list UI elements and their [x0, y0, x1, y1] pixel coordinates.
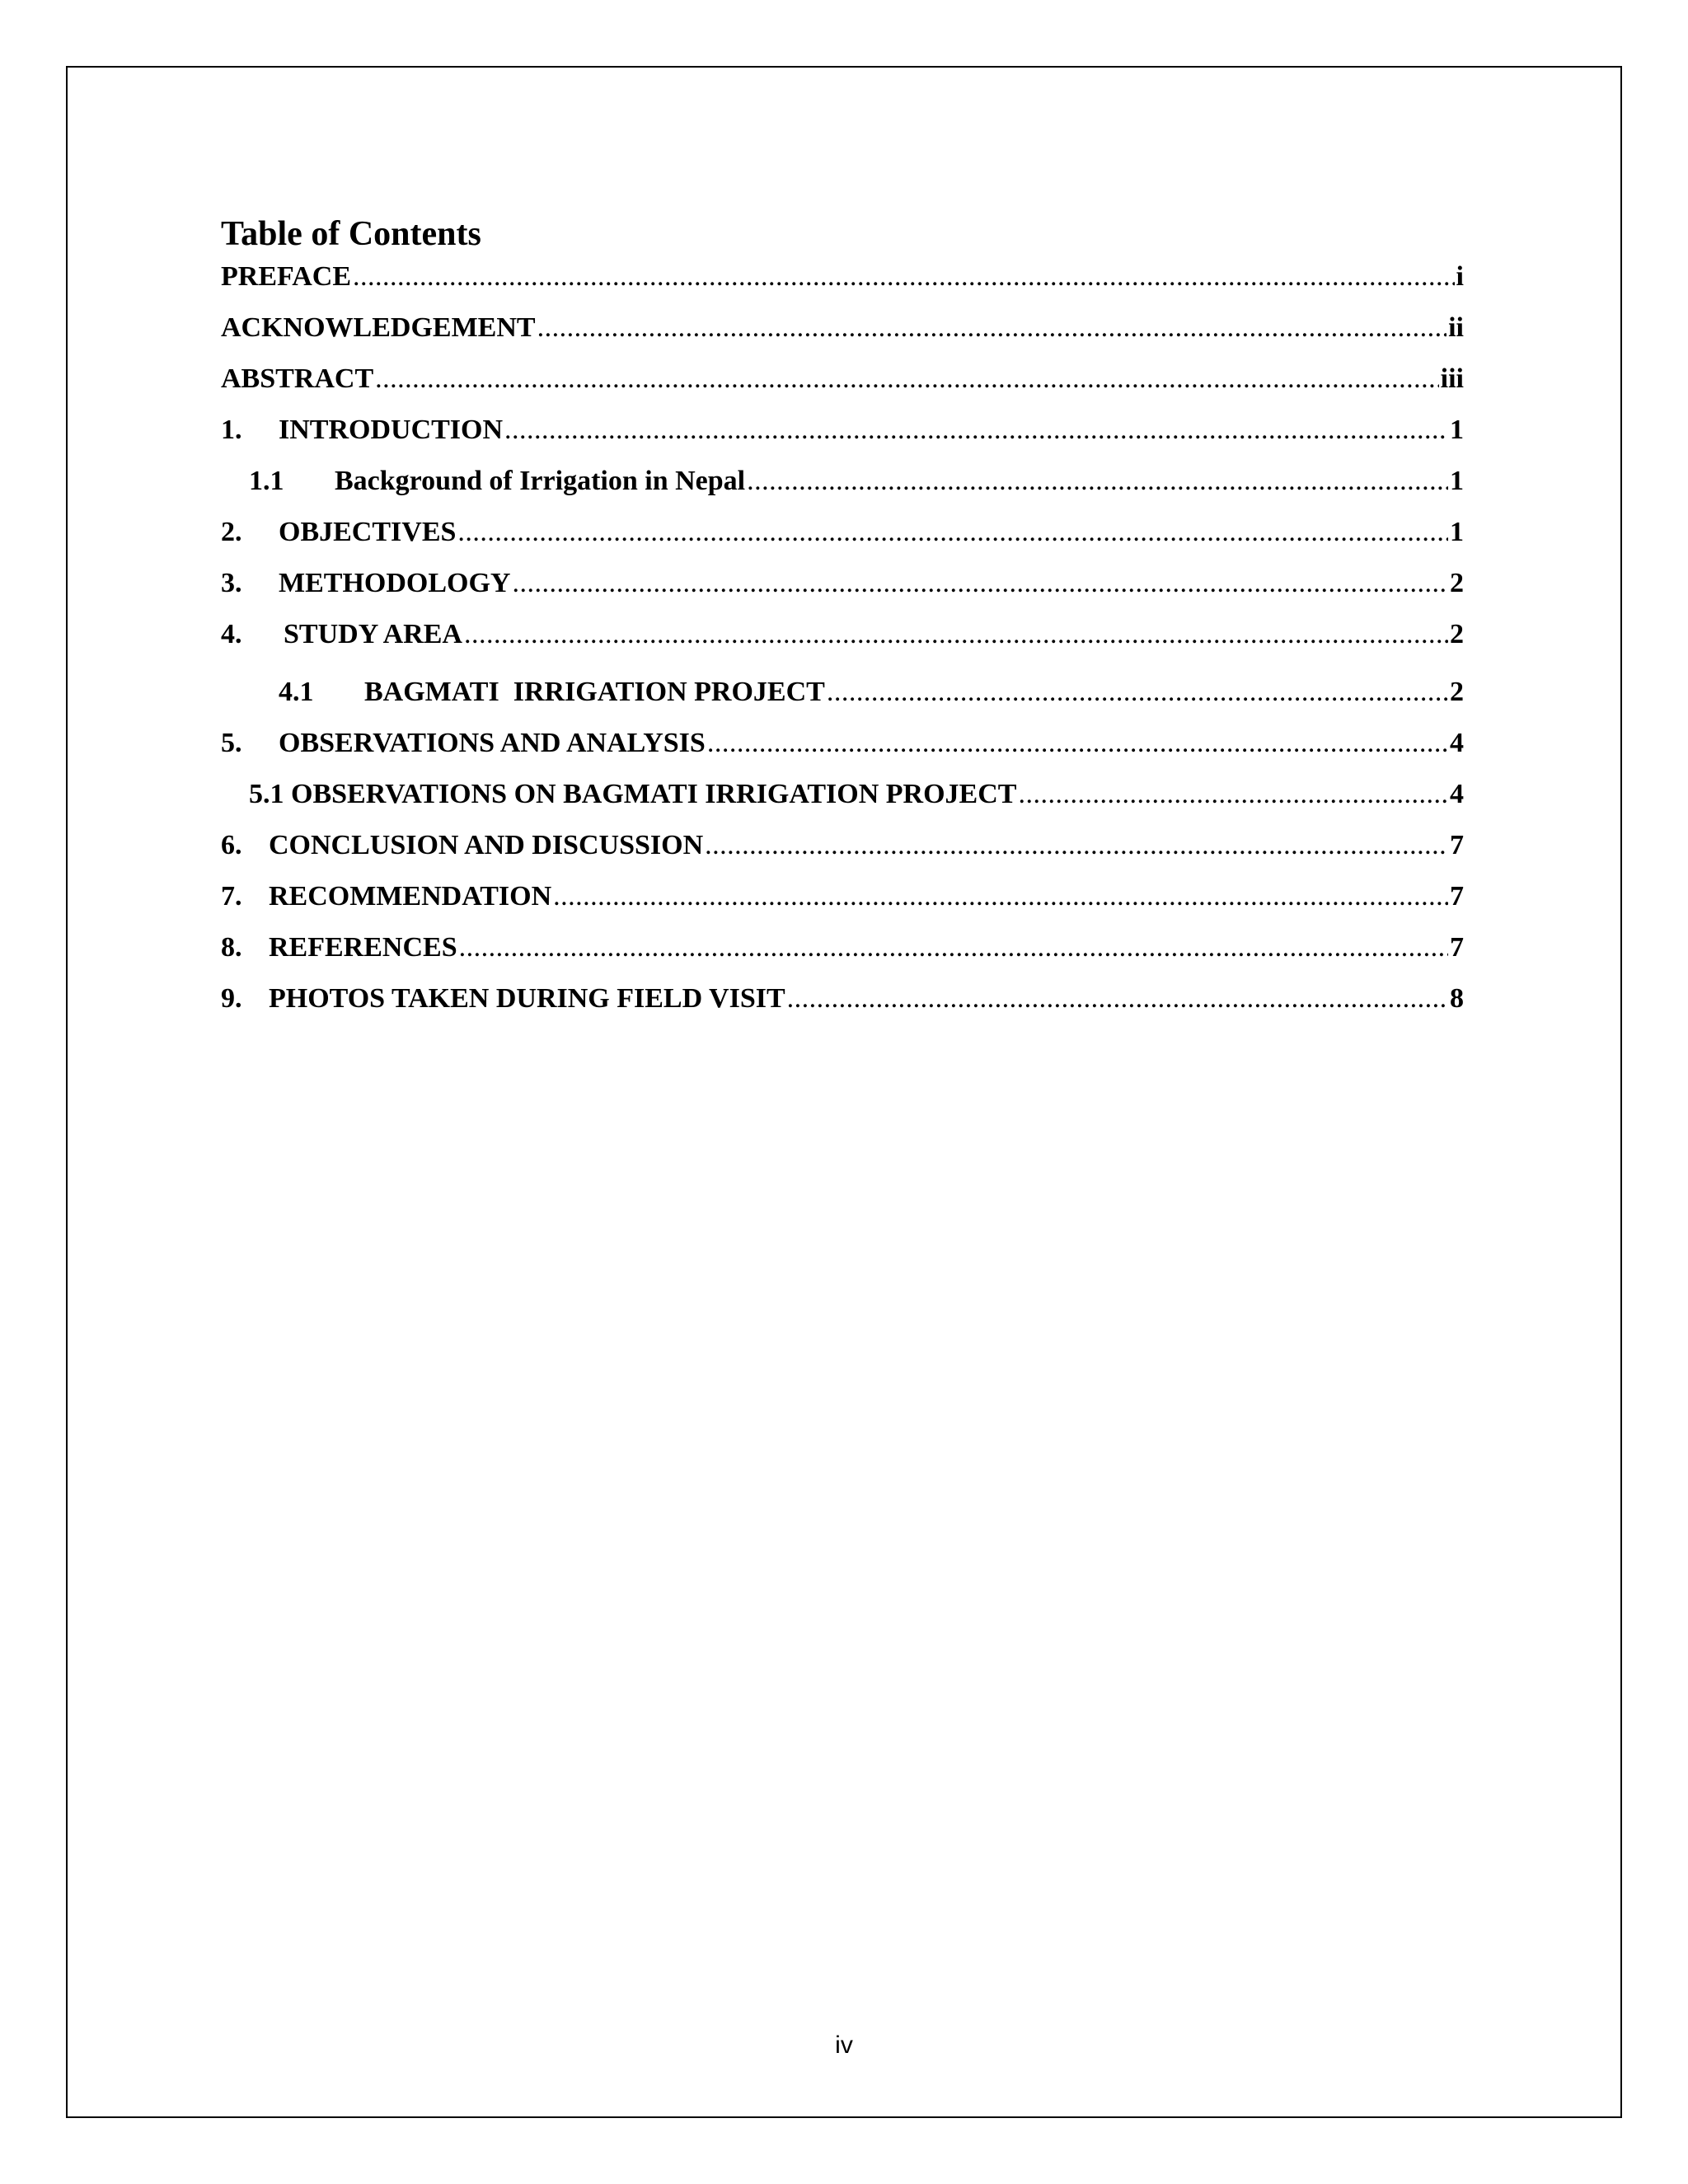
dot-leader — [464, 616, 1448, 653]
toc-entry-page: ii — [1448, 312, 1464, 343]
toc-entry-bagmati-irrigation-project[interactable] — [221, 674, 1464, 710]
dot-leader — [537, 310, 1447, 346]
toc-entry-recommendation[interactable] — [221, 879, 1464, 915]
dot-leader — [353, 259, 1455, 295]
page-number: iv — [835, 2032, 853, 2059]
toc-entry-acknowledgement[interactable] — [221, 310, 1464, 346]
toc-entry-preface[interactable] — [221, 259, 1464, 295]
toc-entry-page: i — [1456, 261, 1464, 292]
toc-entry-label: CONCLUSION AND DISCUSSION — [269, 830, 704, 860]
toc-entry-number: 5. — [221, 728, 242, 758]
toc-entry-page: 1 — [1450, 517, 1464, 547]
dot-leader — [705, 827, 1448, 864]
dot-leader — [457, 514, 1448, 551]
toc-entry-number: 1.1 — [249, 466, 284, 496]
toc-entry-number: 1. — [221, 415, 242, 445]
toc-entry-label: PHOTOS TAKEN DURING FIELD VISIT — [269, 983, 785, 1014]
toc-entry-label: INTRODUCTION — [279, 415, 504, 445]
toc-entry-label: ACKNOWLEDGEMENT — [221, 312, 536, 343]
toc-entry-number: 4.1 — [279, 677, 314, 707]
toc-entry-photos-field-visit[interactable] — [221, 981, 1464, 1017]
toc-entry-abstract[interactable] — [221, 361, 1464, 397]
toc-entry-label: ABSTRACT — [221, 363, 374, 394]
toc-entry-label: METHODOLOGY — [279, 568, 511, 598]
toc-entry-number: 9. — [221, 983, 242, 1014]
toc-entry-label: 5.1 OBSERVATIONS ON BAGMATI IRRIGATION PROJECT — [249, 779, 1017, 809]
toc-entry-label: REFERENCES — [269, 932, 457, 963]
toc-entry-methodology[interactable] — [221, 565, 1464, 602]
toc-entry-number: 6. — [221, 830, 242, 860]
toc-entry-label: BAGMATI IRRIGATION PROJECT — [364, 677, 825, 707]
dot-leader — [459, 930, 1448, 966]
toc-entry-page: 1 — [1450, 415, 1464, 445]
toc-entry-introduction[interactable] — [221, 412, 1464, 448]
toc-entry-page: 2 — [1450, 677, 1464, 707]
toc-entry-page: 1 — [1450, 466, 1464, 496]
dot-leader — [827, 674, 1448, 710]
toc-entry-page: 2 — [1450, 619, 1464, 649]
dot-leader — [504, 412, 1448, 448]
dot-leader — [1018, 776, 1448, 813]
toc-entry-label: Background of Irrigation in Nepal — [335, 466, 746, 496]
toc-entry-observations-analysis[interactable] — [221, 725, 1464, 762]
toc-entry-page: 2 — [1450, 568, 1464, 598]
toc-entry-study-area[interactable] — [221, 616, 1464, 653]
toc-entry-number: 2. — [221, 517, 242, 547]
dot-leader — [553, 879, 1448, 915]
dot-leader — [787, 981, 1448, 1017]
toc-entry-label: RECOMMENDATION — [269, 881, 552, 912]
toc-entry-page: 8 — [1450, 983, 1464, 1014]
toc-entry-page: iii — [1440, 363, 1464, 394]
toc-entry-background-irrigation[interactable] — [221, 463, 1464, 499]
toc-entry-number: 4. — [221, 619, 242, 649]
toc-entry-conclusion-discussion[interactable] — [221, 827, 1464, 864]
toc-entry-page: 7 — [1450, 932, 1464, 963]
dot-leader — [375, 361, 1438, 397]
toc-entry-references[interactable] — [221, 930, 1464, 966]
toc-entry-label: PREFACE — [221, 261, 352, 292]
toc-entry-label: STUDY AREA — [284, 619, 462, 649]
toc-title: Table of Contents — [221, 215, 481, 253]
toc-entry-number: 7. — [221, 881, 242, 912]
toc-entry-number: 3. — [221, 568, 242, 598]
toc-entry-label: OBJECTIVES — [279, 517, 457, 547]
toc-entry-objectives[interactable] — [221, 514, 1464, 551]
toc-entry-page: 7 — [1450, 881, 1464, 912]
table-of-contents — [221, 213, 1464, 1014]
toc-entry-page: 4 — [1450, 728, 1464, 758]
toc-entry-label: OBSERVATIONS AND ANALYSIS — [279, 728, 706, 758]
dot-leader — [747, 463, 1448, 499]
toc-entry-page: 4 — [1450, 779, 1464, 809]
dot-leader — [512, 565, 1448, 602]
toc-entry-page: 7 — [1450, 830, 1464, 860]
dot-leader — [707, 725, 1448, 762]
toc-entry-observations-bagmati[interactable] — [221, 776, 1464, 813]
toc-entry-number: 8. — [221, 932, 242, 963]
